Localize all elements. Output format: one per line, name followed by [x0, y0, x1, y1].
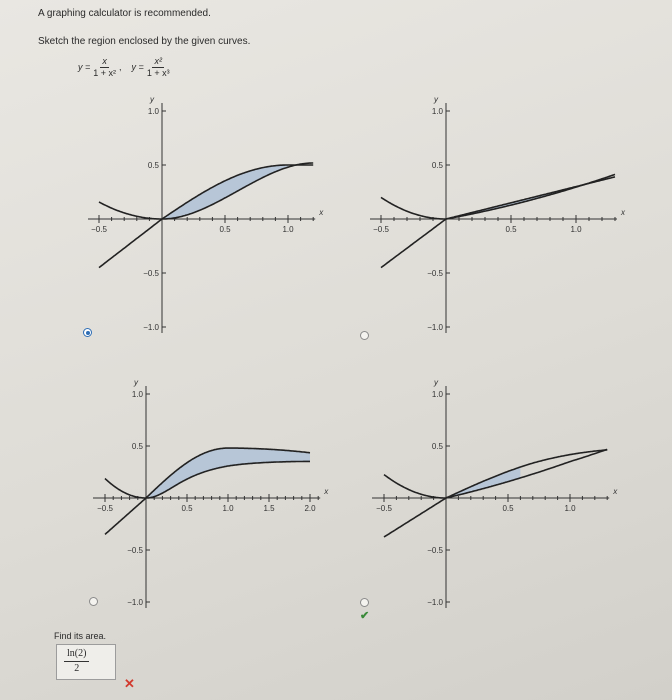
- answer-numerator: ln(2): [64, 649, 89, 662]
- x-tick-label: 0.5: [181, 504, 193, 513]
- equation-1: [78, 57, 122, 78]
- x-axis-label: x: [621, 208, 625, 217]
- x-axis-label: x: [319, 208, 324, 217]
- y-tick-label: −0.5: [143, 269, 159, 278]
- x-tick-label: 0.5: [219, 225, 231, 234]
- equation-1-numerator: x: [102, 55, 107, 66]
- wrong-mark-icon: ✕: [124, 676, 135, 691]
- y-tick-label: 0.5: [431, 161, 443, 170]
- y-tick-label: 0.5: [147, 161, 159, 170]
- x-tick-label: 0.5: [505, 225, 517, 234]
- equation-1-denominator: 1 + x²: [93, 67, 117, 78]
- x-tick-label: 1.5: [263, 504, 275, 513]
- equation-2: [132, 57, 170, 78]
- x-axis-label: x: [613, 487, 618, 496]
- y-tick-label: −0.5: [427, 546, 443, 555]
- x-tick-label: −0.5: [91, 225, 107, 234]
- option-d-graph: [366, 370, 636, 620]
- y-tick-label: −1.0: [427, 323, 443, 332]
- y-tick-label: −1.0: [127, 598, 143, 607]
- x-tick-label: 2.0: [304, 504, 316, 513]
- option-b-graph: [366, 86, 636, 346]
- curve-2: [99, 165, 313, 268]
- x-tick-label: −0.5: [376, 504, 392, 513]
- equation-2-lhs: y =: [131, 62, 144, 72]
- correct-check-icon: ✔: [360, 610, 370, 622]
- equation-1-suffix: ,: [119, 62, 122, 72]
- x-tick-label: 0.5: [502, 504, 514, 513]
- option-a-graph: [84, 86, 344, 346]
- y-tick-label: 1.0: [431, 390, 443, 399]
- equation-2-fraction: [147, 57, 170, 78]
- y-tick-label: −0.5: [427, 269, 443, 278]
- x-tick-label: 1.0: [222, 504, 234, 513]
- area-prompt: Find its area.: [54, 631, 107, 641]
- equation-2-numerator: x²: [154, 55, 162, 66]
- equations: [78, 54, 170, 80]
- y-tick-label: 1.0: [431, 107, 443, 116]
- y-tick-label: 1.0: [147, 107, 159, 116]
- answer-fraction: [64, 649, 89, 674]
- y-axis-label: y: [134, 378, 138, 387]
- y-tick-label: −1.0: [427, 598, 443, 607]
- curve-1: [381, 177, 615, 219]
- x-axis-label: x: [324, 487, 329, 496]
- y-axis-label: y: [434, 378, 438, 387]
- shaded-region: [146, 448, 310, 498]
- y-tick-label: 0.5: [431, 442, 443, 451]
- x-tick-label: 1.0: [570, 225, 582, 234]
- x-tick-label: −0.5: [373, 225, 389, 234]
- equation-1-lhs: y =: [78, 62, 91, 72]
- answer-box[interactable]: [56, 644, 116, 680]
- y-tick-label: 1.0: [131, 390, 143, 399]
- option-c-graph: [86, 370, 336, 620]
- equation-2-denominator: 1 + x³: [146, 67, 170, 78]
- equation-1-fraction: [93, 57, 116, 78]
- curve-1: [384, 449, 607, 498]
- y-axis-label: y: [434, 95, 438, 104]
- y-axis-label: y: [150, 95, 154, 104]
- x-tick-label: −0.5: [97, 504, 113, 513]
- shaded-region: [162, 165, 288, 219]
- y-tick-label: −1.0: [143, 323, 159, 332]
- y-tick-label: −0.5: [127, 546, 143, 555]
- answer-denominator: 2: [74, 663, 80, 674]
- intro-text: A graphing calculator is recommended.: [38, 8, 211, 19]
- x-tick-label: 1.0: [282, 225, 294, 234]
- question-prompt: Sketch the region enclosed by the given curves.: [38, 36, 251, 47]
- y-tick-label: 0.5: [131, 442, 143, 451]
- x-tick-label: 1.0: [564, 504, 576, 513]
